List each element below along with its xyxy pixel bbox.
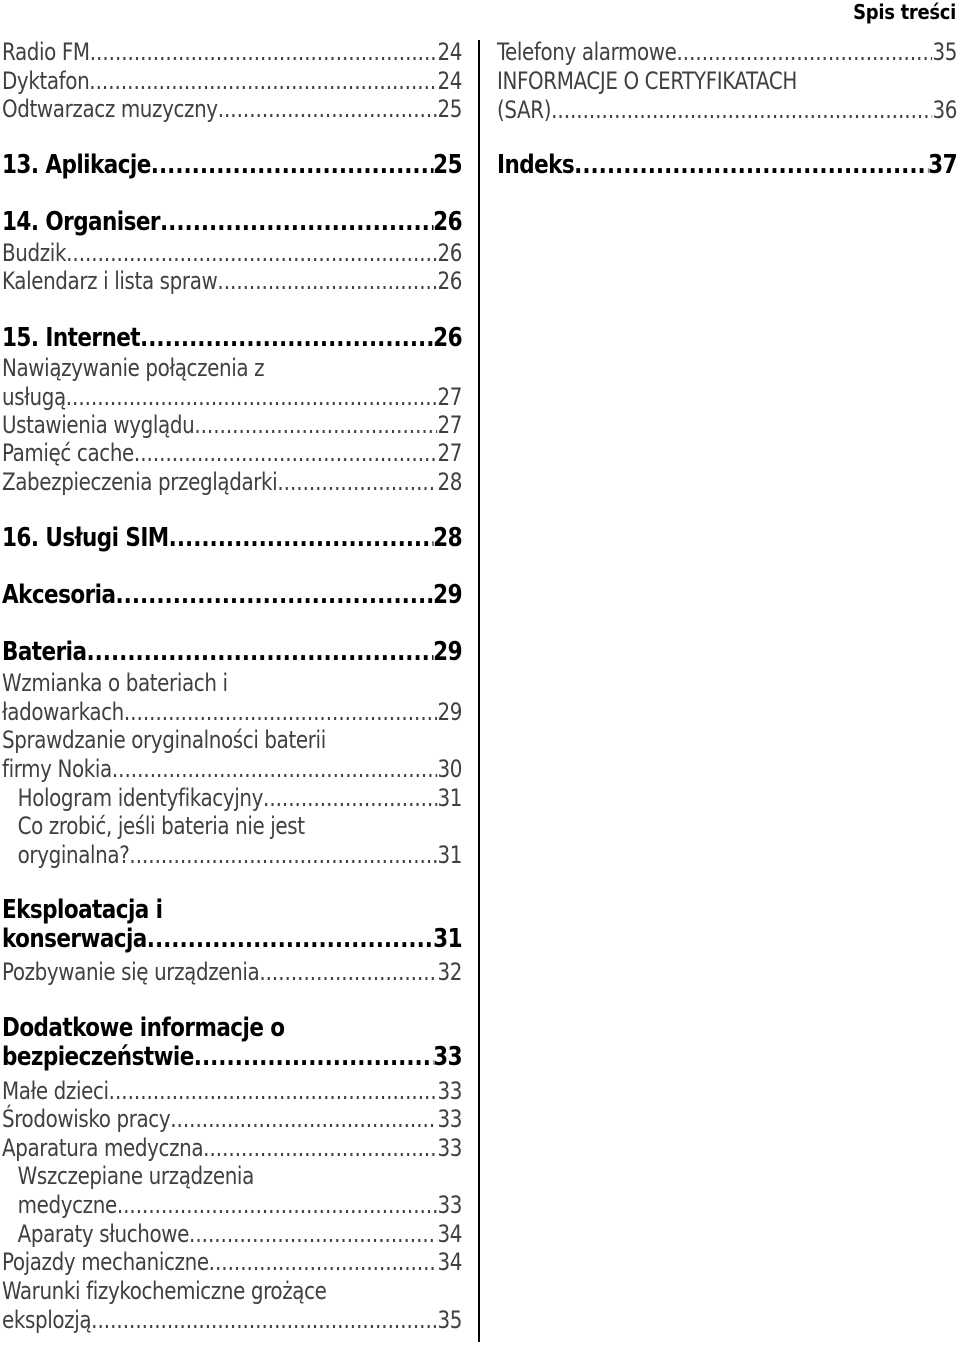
toc-page-number: 37 bbox=[928, 150, 958, 180]
toc-entry-title: Telefony alarmowe bbox=[497, 38, 677, 66]
toc-entry-title: Małe dzieci bbox=[2, 1077, 109, 1105]
toc-entry[interactable] bbox=[497, 67, 957, 125]
toc-entry-title: konserwacja bbox=[2, 924, 147, 954]
toc-entry[interactable] bbox=[2, 439, 462, 468]
toc-page-number: 29 bbox=[433, 637, 463, 667]
toc-page-number: 26 bbox=[433, 207, 463, 237]
toc-leader-dots bbox=[134, 439, 438, 468]
toc-page-number: 33 bbox=[437, 1105, 463, 1133]
toc-page-number: 27 bbox=[437, 439, 463, 467]
toc-entry[interactable] bbox=[2, 1077, 462, 1106]
toc-entry-title: Aparaty słuchowe bbox=[17, 1220, 190, 1248]
toc-entry-title: ładowarkach bbox=[2, 698, 124, 726]
toc-entry[interactable] bbox=[2, 38, 462, 67]
toc-entry[interactable] bbox=[2, 1134, 462, 1163]
toc-leader-dots bbox=[147, 925, 433, 954]
toc-entry[interactable] bbox=[497, 38, 957, 67]
toc-leader-dots bbox=[209, 1248, 438, 1277]
toc-leader-dots bbox=[91, 1306, 437, 1335]
toc-entry[interactable] bbox=[2, 784, 462, 813]
toc-page-number: 33 bbox=[433, 1042, 463, 1072]
toc-leader-dots bbox=[66, 239, 437, 268]
toc-leader-dots bbox=[574, 151, 928, 180]
toc-entry[interactable] bbox=[497, 151, 957, 180]
toc-entry-title: Co zrobić, jeśli bateria nie jest bbox=[17, 812, 305, 840]
toc-entry[interactable] bbox=[2, 1162, 462, 1220]
toc-entry-title: 14. Organiser bbox=[2, 207, 160, 237]
toc-page-number: 29 bbox=[437, 698, 463, 726]
toc-entry[interactable] bbox=[2, 812, 462, 870]
toc-entry-title: oryginalna? bbox=[17, 841, 130, 869]
toc-leader-dots bbox=[86, 638, 433, 667]
toc-entry-title: Hologram identyfikacyjny bbox=[17, 784, 264, 812]
toc-leader-dots bbox=[112, 755, 438, 784]
toc-leader-dots bbox=[89, 67, 437, 96]
toc-page-number: 24 bbox=[437, 38, 463, 66]
toc-entry[interactable] bbox=[2, 581, 462, 610]
toc-page-number: 26 bbox=[437, 267, 463, 295]
toc-entry-title: Kalendarz i lista spraw bbox=[2, 267, 218, 295]
toc-entry-title: Dyktafon bbox=[2, 67, 90, 95]
toc-entry-title: Warunki fizykochemiczne grożące bbox=[2, 1277, 327, 1305]
toc-page-number: 26 bbox=[437, 239, 463, 267]
toc-page-number: 28 bbox=[437, 468, 463, 496]
toc-page-number: 25 bbox=[433, 150, 463, 180]
toc-page-number: 27 bbox=[437, 383, 463, 411]
toc-entry-title: Pozbywanie się urządzenia bbox=[2, 958, 260, 986]
toc-entry-title: INFORMACJE O CERTYFIKATACH bbox=[497, 67, 797, 95]
toc-entry-title: Nawiązywanie połączenia z bbox=[2, 354, 265, 382]
toc-entry-title: bezpieczeństwie bbox=[2, 1042, 194, 1072]
toc-page-number: 33 bbox=[437, 1077, 463, 1105]
toc-entry[interactable] bbox=[2, 958, 462, 987]
toc-entry-title: Bateria bbox=[2, 637, 87, 667]
toc-entry[interactable] bbox=[2, 1248, 462, 1277]
toc-entry-title: Ustawienia wyglądu bbox=[2, 411, 195, 439]
running-header-title: Spis treści bbox=[853, 0, 956, 24]
toc-leader-dots bbox=[117, 1191, 438, 1220]
toc-leader-dots bbox=[140, 324, 433, 353]
toc-entry-title: firmy Nokia bbox=[2, 755, 112, 783]
toc-entry[interactable] bbox=[2, 1277, 462, 1335]
toc-entry-title: Budzik bbox=[2, 239, 67, 267]
toc-page-number: 35 bbox=[437, 1306, 463, 1334]
toc-entry-title: eksplozją bbox=[2, 1306, 92, 1334]
toc-page-number: 31 bbox=[437, 784, 463, 812]
toc-leader-dots bbox=[217, 267, 437, 296]
toc-entry[interactable] bbox=[2, 208, 462, 237]
toc-leader-dots bbox=[194, 411, 437, 440]
toc-leader-dots bbox=[169, 524, 434, 553]
toc-entry[interactable] bbox=[2, 726, 462, 784]
toc-leader-dots bbox=[263, 784, 437, 813]
toc-entry-title: Radio FM bbox=[2, 38, 90, 66]
column-divider bbox=[478, 40, 480, 1342]
toc-entry[interactable] bbox=[2, 239, 462, 268]
toc-entry[interactable] bbox=[2, 638, 462, 667]
toc-page-number: 33 bbox=[437, 1191, 463, 1219]
toc-page-number: 25 bbox=[437, 95, 463, 123]
toc-page-number: 34 bbox=[437, 1220, 463, 1248]
toc-leader-dots bbox=[551, 96, 932, 125]
toc-leader-dots bbox=[151, 151, 433, 180]
toc-page-number: 33 bbox=[437, 1134, 463, 1162]
toc-entry-title: medyczne bbox=[17, 1191, 117, 1219]
toc-entry-title: Eksploatacja i bbox=[2, 895, 163, 925]
toc-entry[interactable] bbox=[2, 1014, 462, 1072]
toc-entry-title: Wszczepiane urządzenia bbox=[17, 1162, 254, 1190]
toc-leader-dots bbox=[170, 1105, 437, 1134]
toc-entry-title: Aparatura medyczna bbox=[2, 1134, 204, 1162]
toc-entry[interactable] bbox=[2, 896, 462, 954]
toc-entry-title: 15. Internet bbox=[2, 323, 141, 353]
toc-page-number: 31 bbox=[437, 841, 463, 869]
toc-leader-dots bbox=[194, 1043, 433, 1072]
toc-page-number: 35 bbox=[932, 38, 958, 66]
toc-page-number: 24 bbox=[437, 67, 463, 95]
toc-entry-title: Odtwarzacz muzyczny bbox=[2, 95, 218, 123]
toc-entry-title: Wzmianka o bateriach i bbox=[2, 669, 228, 697]
toc-leader-dots bbox=[124, 698, 438, 727]
toc-entry-title: usługą bbox=[2, 383, 66, 411]
toc-entry-title: Akcesoria bbox=[2, 580, 116, 610]
toc-leader-dots bbox=[259, 958, 437, 987]
toc-entry-title: 13. Aplikacje bbox=[2, 150, 151, 180]
toc-leader-dots bbox=[115, 581, 433, 610]
toc-leader-dots bbox=[277, 468, 437, 497]
toc-entry[interactable] bbox=[2, 1220, 462, 1249]
toc-page-number: 29 bbox=[433, 580, 463, 610]
toc-page-number: 30 bbox=[437, 755, 463, 783]
toc-entry[interactable] bbox=[2, 267, 462, 296]
toc-leader-dots bbox=[160, 208, 433, 237]
toc-page-number: 36 bbox=[932, 96, 958, 124]
toc-entry-title: (SAR) bbox=[497, 96, 552, 124]
toc-entry[interactable] bbox=[2, 151, 462, 180]
toc-leader-dots bbox=[90, 38, 438, 67]
toc-entry-title: 16. Usługi SIM bbox=[2, 523, 169, 553]
toc-entry[interactable] bbox=[2, 411, 462, 440]
toc-entry-title: Indeks bbox=[497, 150, 575, 180]
toc-leader-dots bbox=[203, 1134, 437, 1163]
toc-leader-dots bbox=[189, 1220, 437, 1249]
toc-entry-title: Zabezpieczenia przeglądarki bbox=[2, 468, 278, 496]
toc-page-number: 32 bbox=[437, 958, 463, 986]
toc-page-number: 34 bbox=[437, 1248, 463, 1276]
toc-page-number: 26 bbox=[433, 323, 463, 353]
toc-entry[interactable] bbox=[2, 95, 462, 124]
toc-entry[interactable] bbox=[2, 324, 462, 353]
toc-entry[interactable] bbox=[2, 354, 462, 412]
toc-page-number: 27 bbox=[437, 411, 463, 439]
toc-leader-dots bbox=[109, 1077, 438, 1106]
toc-leader-dots bbox=[129, 841, 437, 870]
toc-entry-title: Pojazdy mechaniczne bbox=[2, 1248, 209, 1276]
toc-entry[interactable] bbox=[2, 669, 462, 727]
toc-entry[interactable] bbox=[2, 524, 462, 553]
toc-entry-title: Środowisko pracy bbox=[2, 1105, 171, 1133]
toc-entry[interactable] bbox=[2, 1105, 462, 1134]
toc-leader-dots bbox=[218, 95, 438, 124]
toc-leader-dots bbox=[677, 38, 933, 67]
toc-page-number: 31 bbox=[433, 924, 463, 954]
toc-entry-title: Dodatkowe informacje o bbox=[2, 1013, 285, 1043]
toc-entry[interactable] bbox=[2, 67, 462, 96]
toc-entry-title: Sprawdzanie oryginalności baterii bbox=[2, 726, 326, 754]
toc-entry[interactable] bbox=[2, 468, 462, 497]
toc-entry-title: Pamięć cache bbox=[2, 439, 134, 467]
toc-leader-dots bbox=[66, 383, 438, 412]
toc-page-number: 28 bbox=[433, 523, 463, 553]
